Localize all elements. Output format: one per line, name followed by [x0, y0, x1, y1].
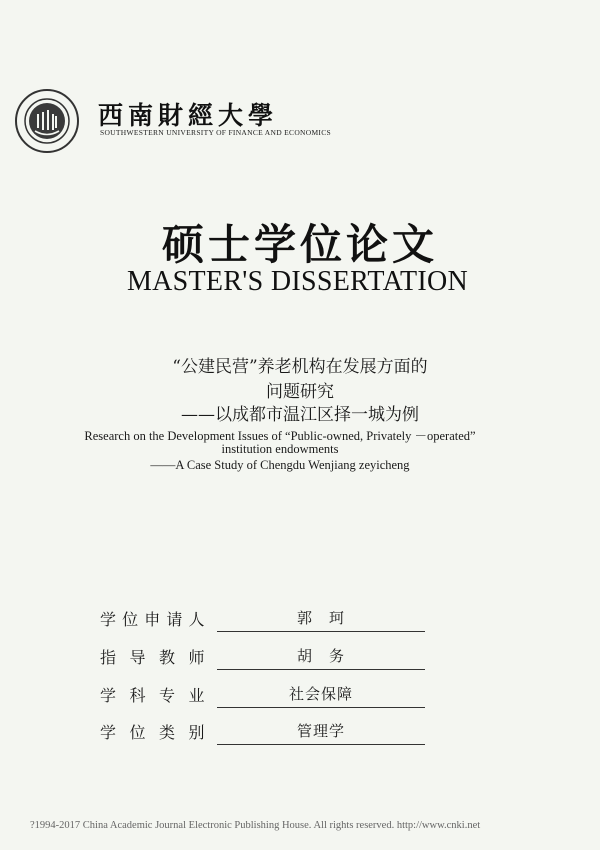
info-label: 学位类别	[100, 723, 205, 742]
university-name-cn: 西南財經大學	[98, 101, 279, 130]
info-value: 郭 珂	[217, 607, 425, 632]
topic-en-line-2: institution endowments	[221, 442, 339, 456]
info-label: 指导教师	[100, 648, 205, 667]
topic-cn-line-1: “公建民营”养老机构在发展方面的	[172, 357, 428, 377]
university-name-en: SOUTHWESTERN UNIVERSITY OF FINANCE AND ECONOMICS	[100, 128, 332, 137]
dissertation-title-cn: 硕士学位论文	[161, 220, 438, 269]
info-value: 管理学	[217, 720, 425, 745]
info-row-applicant	[100, 607, 440, 631]
info-value: 胡 务	[217, 645, 425, 670]
info-value: 社会保障	[217, 683, 425, 708]
topic-cn-line-3: ——以成都市温江区择一城为例	[181, 405, 419, 425]
dissertation-title-en: MASTER'S DISSERTATION	[126, 266, 469, 297]
info-label: 学科专业	[100, 686, 205, 705]
info-row-degree-type	[100, 720, 440, 744]
info-row-major	[100, 683, 440, 707]
info-label: 学位申请人	[100, 610, 205, 629]
university-seal-icon	[14, 88, 80, 154]
info-row-supervisor	[100, 645, 440, 669]
copyright-footer: ?1994-2017 China Academic Journal Electronic Publishing House. All rights reserved. http://www.cnki.net	[30, 820, 481, 831]
topic-en-line-1: Research on the Development Issues of “Public-owned, Privately －operated”	[84, 429, 476, 443]
topic-en-line-3: ——A Case Study of Chengdu Wenjiang zeyicheng	[150, 458, 410, 472]
topic-cn-line-2: 问题研究	[266, 382, 334, 402]
